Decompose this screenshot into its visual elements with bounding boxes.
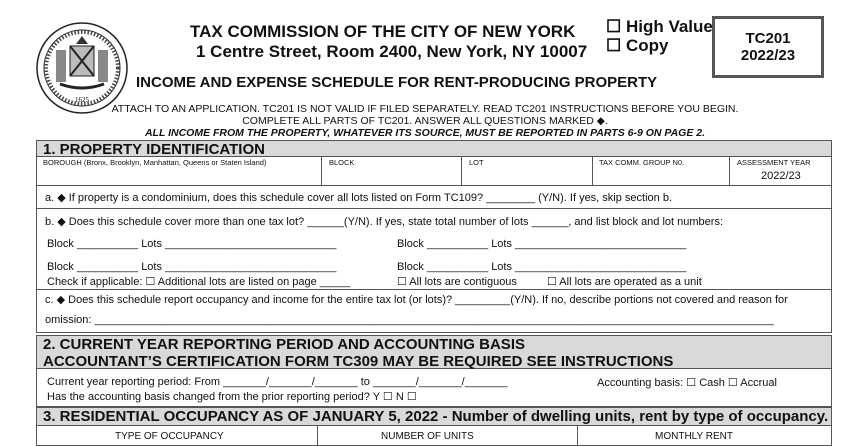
section1-title: 1. PROPERTY IDENTIFICATION bbox=[36, 140, 832, 157]
additional-lots-checkbox[interactable]: Check if applicable: ☐ Additional lots are listed on page _____ bbox=[47, 276, 351, 288]
question-a-row bbox=[36, 186, 832, 209]
block-lots-4[interactable]: Block __________ Lots ____________________________ bbox=[397, 261, 687, 273]
question-a[interactable]: a. ◆ If property is a condominium, does this schedule cover all lots listed on Form TC109? ________ (Y/N). If yes, skip section b. bbox=[45, 192, 672, 204]
block-lots-1[interactable]: Block __________ Lots ____________________________ bbox=[47, 238, 337, 250]
occupancy-header-row bbox=[36, 426, 832, 446]
section2-title bbox=[36, 335, 832, 369]
seal-year: 1625 bbox=[75, 96, 89, 104]
occupancy-type-header: TYPE OF OCCUPANCY bbox=[115, 431, 224, 442]
reporting-period-row bbox=[36, 369, 832, 407]
reporting-period[interactable]: Current year reporting period: From _______/_______/_______ to _______/_______/_______ bbox=[47, 376, 508, 388]
high-value-checkbox[interactable]: ☐ High Value bbox=[606, 17, 713, 36]
form-id: TC201 bbox=[745, 30, 791, 47]
assessment-year-label: ASSESSMENT YEAR bbox=[737, 158, 811, 167]
units-header: NUMBER OF UNITS bbox=[381, 431, 474, 442]
instruction-line3: ALL INCOME FROM THE PROPERTY, WHATEVER ITS SOURCE, MUST BE REPORTED IN PARTS 6-9 ON PAGE 2. bbox=[144, 127, 706, 139]
block-lots-3[interactable]: Block __________ Lots ____________________________ bbox=[47, 261, 337, 273]
borough-label: BOROUGH (Bronx, Brooklyn, Manhattan, Queens or Staten Island) bbox=[43, 158, 267, 167]
basis-changed[interactable]: Has the accounting basis changed from the prior reporting period? Y ☐ N ☐ bbox=[47, 391, 417, 403]
question-c-row bbox=[36, 289, 832, 333]
instruction-line2: COMPLETE ALL PARTS OF TC201. ANSWER ALL QUESTIONS MARKED ◆. bbox=[242, 115, 608, 127]
instruction-line1: ATTACH TO AN APPLICATION. TC201 IS NOT VALID IF FILED SEPARATELY. READ TC201 INSTRUCTIONS BEFORE YOU BEGIN. bbox=[111, 103, 739, 115]
question-c[interactable]: c. ◆ Does this schedule report occupancy and income for the entire tax lot (or lots)? _________(Y/N). If no, describe portions not covered and reason for bbox=[45, 294, 788, 306]
header-line1: TAX COMMISSION OF THE CITY OF NEW YORK bbox=[190, 22, 576, 41]
section3-title: 3. RESIDENTIAL OCCUPANCY AS OF JANUARY 5, 2022 - Number of dwelling units, rent by type of occupancy. bbox=[36, 407, 832, 426]
question-b[interactable]: b. ◆ Does this schedule cover more than one tax lot? ______(Y/N). If yes, state total number of lots ______, and list block and lot numbers: bbox=[45, 216, 723, 228]
question-b-row bbox=[36, 209, 832, 289]
block-label: BLOCK bbox=[329, 158, 355, 167]
operated-unit-checkbox[interactable]: ☐ All lots are operated as a unit bbox=[547, 276, 702, 288]
form-id-box bbox=[712, 16, 824, 78]
section2-title-line1: 2. CURRENT YEAR REPORTING PERIOD AND ACCOUNTING BASIS bbox=[43, 336, 525, 353]
monthly-rent-header: MONTHLY RENT bbox=[655, 431, 733, 442]
assessment-year-value: 2022/23 bbox=[761, 170, 801, 182]
form-title: INCOME AND EXPENSE SCHEDULE FOR RENT-PRODUCING PROPERTY bbox=[136, 74, 658, 91]
header-line2: 1 Centre Street, Room 2400, New York, NY 10007 bbox=[196, 42, 588, 61]
omission-field[interactable]: omission: _______________________________________________________________________________________________________________ bbox=[45, 314, 774, 326]
lot-label: LOT bbox=[469, 158, 484, 167]
block-lots-2[interactable]: Block __________ Lots ____________________________ bbox=[397, 238, 687, 250]
contiguous-checkbox[interactable]: ☐ All lots are contiguous bbox=[397, 276, 517, 288]
property-id-row bbox=[36, 157, 832, 186]
copy-checkbox[interactable]: ☐ Copy bbox=[606, 36, 669, 55]
nyc-seal-icon bbox=[36, 22, 128, 114]
section2-title-line2: ACCOUNTANT’S CERTIFICATION FORM TC309 MAY BE REQUIRED SEE INSTRUCTIONS bbox=[43, 353, 674, 370]
group-label: TAX COMM. GROUP N0. bbox=[599, 158, 685, 167]
accounting-basis[interactable]: Accounting basis: ☐ Cash ☐ Accrual bbox=[597, 377, 777, 389]
form-year: 2022/23 bbox=[740, 47, 796, 64]
